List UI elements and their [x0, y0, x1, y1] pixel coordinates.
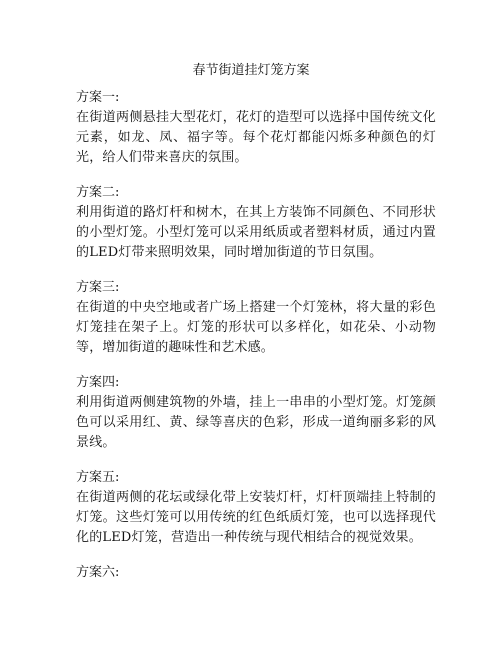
plan-body: 在街道两侧悬挂大型花灯，花灯的造型可以选择中国传统文化元素，如龙、凤、福字等。每个花灯都能闪烁多种颜色的灯光，给人们带来喜庆的氛围。 — [76, 110, 436, 165]
plan-heading: 方案一: — [76, 90, 120, 105]
plan-section-6 — [76, 563, 436, 583]
plan-body: 在街道的中央空地或者广场上搭建一个灯笼林，将大量的彩色灯笼挂在架子上。灯笼的形状可以多样化，如花朵、小动物等，增加街道的趣味性和艺术感。 — [76, 300, 436, 355]
plan-heading: 方案六: — [76, 565, 120, 580]
plan-heading: 方案四: — [76, 375, 120, 390]
plan-section-2 — [76, 183, 436, 263]
plan-body: 利用街道两侧建筑物的外墙，挂上一串串的小型灯笼。灯笼颜色可以采用红、黄、绿等喜庆的色彩，形成一道绚丽多彩的风景线。 — [76, 395, 436, 450]
plan-body: 在街道两侧的花坛或绿化带上安装灯杆，灯杆顶端挂上特制的灯笼。这些灯笼可以用传统的红色纸质灯笼，也可以选择现代化的LED灯笼，营造出一种传统与现代相结合的视觉效果。 — [76, 490, 436, 545]
plan-heading: 方案五: — [76, 470, 120, 485]
plan-heading: 方案三: — [76, 280, 120, 295]
plan-heading: 方案二: — [76, 185, 120, 200]
plan-section-4 — [76, 373, 436, 453]
plan-list — [76, 88, 436, 598]
plan-body: 利用街道的路灯杆和树木，在其上方装饰不同颜色、不同形状的小型灯笼。小型灯笼可以采用纸质或者塑料材质，通过内置的LED灯带来照明效果，同时增加街道的节日氛围。 — [76, 205, 436, 260]
plan-section-1 — [76, 88, 436, 168]
plan-section-3 — [76, 278, 436, 358]
document-title: 春节街道挂灯笼方案 — [192, 63, 310, 78]
plan-section-5 — [76, 468, 436, 548]
